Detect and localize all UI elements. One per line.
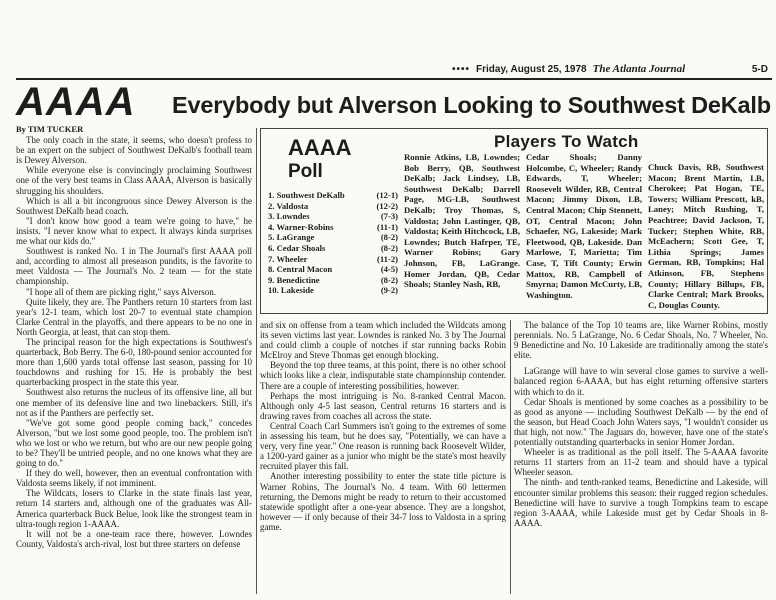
paragraph: Wheeler is as traditional as the poll itself. The 5-AAAA favorite returns 11 starters from an 11-2 team and should have a typical Wheeler season. [514, 447, 768, 478]
paragraph: Southwest also returns the nucleus of its offensive line, all but one member of its defensive line and two linebackers. Still, it's not as if the Panthers are perfectly set. [16, 387, 252, 418]
dateline-dots: •••• [452, 63, 471, 75]
poll-team: 3. Lowndes [268, 211, 310, 222]
paragraph: While everyone else is convincingly proclaiming Southwest one of the very best teams in Class AAAA, Alverson is basically shrugging his shoulders. [16, 165, 252, 196]
poll-record: (12-1) [376, 190, 398, 200]
poll-record: (4-5) [380, 264, 398, 275]
poll-row [268, 211, 398, 222]
section-label: AAAA [16, 80, 136, 124]
paragraph: and six on offense from a team which included the Wildcats among its seven victims last year. Lowndes is ranked No. 3 by The Journal and could climb a couple of notches if star running backs Robin McElroy and Steve Thomas get enough blocking. [260, 320, 506, 361]
article-column-1 [16, 124, 252, 594]
poll-record: (12-2) [376, 200, 398, 211]
poll-row [268, 232, 398, 243]
poll-row [268, 285, 398, 296]
poll-record: (9-2) [380, 285, 398, 296]
column-divider [256, 128, 257, 594]
paragraph: The Wildcats, losers to Clarke in the state finals last year, return 14 starters and, although one of the graduates was All-America quarterback Buck Belue, look like the strongest team in ultra-tough region 1-AAAA. [16, 488, 252, 529]
paragraph: Quite likely, they are. The Panthers return 10 starters from last year's 12-1 team, which lost 20-7 to eventual state champion Clarke Central in the playoffs, and there appears to be no one in North Georgia, at least, that can stop them. [16, 296, 252, 337]
paragraph: "I don't know how good a team we're going to have," he insists. "I never know what to expect. It always kinda surprises me what our kids do." [16, 215, 252, 247]
poll-title [288, 136, 408, 184]
poll-title-line-1: AAAA [288, 135, 352, 160]
poll-record: (11-2) [376, 253, 398, 264]
poll-team: 5. LaGrange [268, 232, 315, 243]
paragraph: Cedar Shoals is mentioned by some coaches as a possibility to be as good as anyone — including Southwest DeKalb — by the end of the season, but Head Coach John Waters says, "I wouldn't consider us that high, not now." The Jaguars do, however, have one of the state's potentially outstanding quarterbacks in senior Homer Jordan. [514, 396, 768, 448]
column-divider [510, 320, 511, 594]
poll-row [268, 254, 398, 265]
poll-row [268, 222, 398, 233]
players-to-watch-title: Players To Watch [494, 132, 639, 151]
poll-team: 4. Warner-Robins [268, 221, 334, 232]
poll-team: 10. Lakeside [268, 285, 314, 296]
poll-team: 9. Benedictine [268, 274, 320, 285]
paragraph: The principal reason for the high expectations is Southwest's quarterback, Bob Berry. The 6-0, 180-pound senior accounted for more than 1,600 yards total offense last season, passing for 10 touchdowns and rushing for 15. He is probably the best quarterbacking prospect in the state this year. [16, 336, 252, 388]
poll-team: 7. Wheeler [268, 253, 308, 264]
poll-list [268, 190, 398, 296]
paragraph: Another interesting possibility to enter the state title picture is Warner Robins, The Journal's No. 4 team. With 60 lettermen returning, the Demons might be ready to return to their accustomed statewide spotlight after a one-year absence. They are a longshot, however — if only because of their 34-7 loss to Valdosta in a spring game. [260, 471, 506, 532]
byline: By TIM TUCKER [16, 124, 84, 134]
poll-row [268, 264, 398, 275]
paragraph: Which is all a bit incongruous since Dewey Alverson is the Southwest DeKalb head coach. [16, 195, 252, 216]
poll-record: (7-3) [380, 211, 398, 222]
poll-row [268, 190, 398, 201]
dateline [452, 62, 768, 76]
paragraph: It will not be a one-team race there, however. Lowndes County, Valdosta's arch-rival, lost but three starters on defense [16, 528, 252, 549]
players-column-3: Chuck Davis, RB, Southwest Macon; Brent Martin, LB, Cherokee; Pat Hogan, TE, Towers; William Prescott, kB, Laney; Mitch Rushing, T, Peachtree; David Jackson, T, Tucker; Stephen White, RB, McEachern; Scott Gee, T, Lithia Springs; James German, RB, Tompkins; Hal Atkinson, FB, Stephens County; Hillary Billups, FB, Clarke Central; Mark Brooks, C, Douglas County. [648, 162, 764, 310]
dateline-date: Friday, August 25, 1978 [476, 63, 587, 75]
poll-record: (8-2) [380, 232, 398, 243]
players-column-2: Cedar Shoals; Danny Holcombe, C, Wheeler; Randy Edwards, T, Wheeler; Roosevelt Wilder, RB, Central Macon; Jimmy Dixon, LB, Central Macon; Chip Stennett, OT, Central Macon; John Schaefer, NG, Lakeside; Mark Fleetwood, QB, Lakeside. Dan Marlowe, T, Marietta; Tim Case, T, Tift County; Erwin Mattox, RB, Campbell of Smyrna; Damon McCurty, LB, Washington. [526, 152, 642, 300]
newspaper-name: The Atlanta Journal [592, 63, 686, 75]
poll-record: (8-2) [380, 274, 398, 285]
paragraph: If they do well, however, then an eventual confrontation with Valdosta seems likely, if not imminent. [16, 468, 252, 489]
poll-row [268, 201, 398, 212]
poll-team: 8. Central Macon [268, 264, 333, 275]
paragraph: The ninth- and tenth-ranked teams, Benedictine and Lakeside, will encounter similar problems this season: their rugged region schedules. Benedictine will have to survive a tough Tompkins team to escape region 3-AAAA, while Lakeside must get by Cedar Shoals in 8-AAAA. [514, 477, 768, 528]
poll-title-line-2: Poll [288, 161, 323, 182]
poll-team: 6. Cedar Shoals [268, 242, 326, 253]
page-number: 5-D [751, 63, 768, 75]
headline: Everybody but Alverson Looking to Southwest DeKalb [172, 92, 771, 118]
poll-record: (11-1) [376, 221, 398, 232]
paragraph: Perhaps the most intriguing is No. 8-ranked Central Macon. Although only 4-5 last season, Central returns 16 starters and is drawing raves from coaches all across the state. [260, 390, 506, 421]
poll-record: (8-2) [380, 242, 398, 253]
poll-row [268, 243, 398, 254]
players-column-1: Ronnie Atkins, LB, Lowndes; Bob Berry, QB, Southwest DeKalb; Jack Lindsey, LB, Southwest DeKalb; Darrell Page, MG-LB, Southwest DeKalb; Troy Thomas, S, Valdosta; John Lastinger, QB, Valdosta; Keith Hitchcock, LB, Lowndes; Butch Hafrper, TE, Warner Robins; Gary Johnson, FB, LaGrange. Homer Jordan, QB, Cedar Shoals; Stanley Nash, RB, [404, 152, 520, 290]
paragraph: Central Coach Carl Summers isn't going to the extremes of some in assessing his team, but he does say, "Potentially, we can have a very, very fine year." One reason is running back Roosevelt Wilder, a 1200-yard gainer as a junior who might be the state's most heavily recruited player this fall. [260, 420, 506, 472]
poll-team: 2. Valdosta [268, 200, 309, 211]
paragraph: "We've got some good people coming back," concedes Alverson, "but we lost some good people, too. The problem isn't who we lost or who we return, but who are our new people going to be? They'll be untried people, and no one knows what they are going to do." [16, 417, 252, 469]
article-column-3 [514, 320, 768, 595]
paragraph: LaGrange will have to win several close games to survive a well-balanced region 6-AAAA, but has eight returning offensive starters with which to do it. [514, 366, 768, 397]
paragraph: "I hope all of them are picking right," says Alverson. [26, 286, 217, 297]
paragraph: Beyond the top three teams, at this point, there is no other school which looks like a clear, indisputable state championship contender. There are a couple of interesting possibilities, however. [260, 360, 506, 391]
article-column-2 [260, 320, 506, 595]
poll-team: 1. Southwest DeKalb [268, 190, 345, 200]
paragraph: The only coach in the state, it seems, who doesn't profess to be an expert on the subject of Southwest DeKalb's football team is Dewey Alverson. [16, 135, 252, 166]
paragraph: The balance of the Top 10 teams are, like Warner Robins, mostly perennials. No. 5 LaGrange, No. 6 Cedar Shoals, No. 7 Wheeler, No. 9 Benedictine and No. 10 Lakeside are traditionally among the state's elite. [514, 320, 768, 361]
paragraph: Southwest is ranked No. 1 in The Journal's first AAAA poll and, according to almost all preseason pundits, is the favorite to meet Valdosta — The Journal's No. 2 team — for the state championship. [16, 246, 252, 287]
poll-row [268, 275, 398, 286]
